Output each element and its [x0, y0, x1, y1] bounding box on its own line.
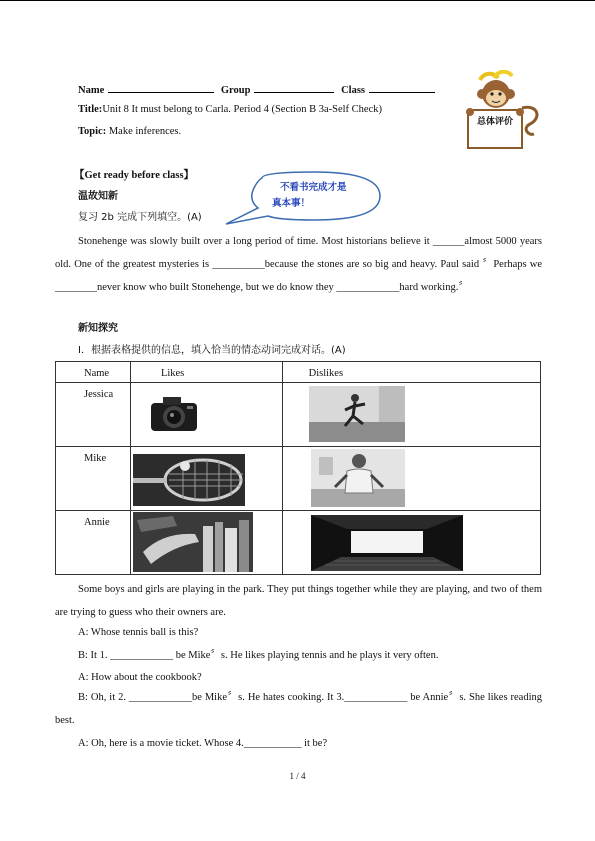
task-1-instruction: Ⅰ．根据表格提供的信息，填入恰当的情态动词完成对话。(A)	[78, 345, 346, 356]
title-text: Unit 8 It must belong to Carla. Period 4 (Section B 3a-Self Check)	[102, 104, 382, 115]
likes-cell	[130, 447, 282, 511]
name-cell: Jessica	[56, 383, 131, 447]
dislikes-cell	[282, 447, 540, 511]
dialogue-line: A: Oh, here is a movie ticket. Whose 4.___________ it be?	[78, 738, 328, 749]
dialogue-line: B: It 1. ____________ be Mike〞s. He likes playing tennis and he plays it very often.	[78, 650, 439, 661]
title-row	[78, 103, 382, 116]
cooking-photo-icon	[311, 449, 405, 507]
title-label: Title:	[78, 104, 103, 115]
table-header-cell: Likes	[130, 362, 282, 383]
name-label: Name	[78, 85, 105, 96]
class-blank[interactable]	[369, 82, 435, 93]
review-instruction: 复习 2b 完成下列填空。(A)	[78, 212, 202, 223]
review-passage: Stonehenge was slowly built over a long period of time. Most historians believe it ______almost 5000 years old. One of the greatest mysteries is __________because the stones are so big and heavy. Paul said 〞Perhaps we ________never know who built Stonehenge, but we do know they ____________hard working.〞	[55, 236, 542, 293]
tennis-racket-photo-icon	[133, 454, 245, 506]
monkey-icon	[458, 70, 544, 152]
class-label: Class	[341, 85, 366, 96]
table-row	[56, 447, 541, 511]
topic-row	[78, 125, 181, 138]
review-title: 温故知新	[78, 191, 118, 202]
dialogue-intro: Some boys and girls are playing in the park. They put things together while they are playing, and two of them are trying to guess who their owners are.	[55, 584, 542, 618]
section-heading: 【Get ready before class】	[74, 170, 195, 181]
table-header-row	[56, 362, 541, 383]
bubble-line-2: 真本事！	[272, 198, 311, 209]
camera-photo-icon	[145, 391, 203, 437]
table-header-cell: Dislikes	[282, 362, 540, 383]
running-photo-icon	[309, 386, 405, 442]
dislikes-cell	[282, 511, 540, 575]
dialogue-line: A: Whose tennis ball is this?	[78, 627, 199, 638]
topic-text: Make inferences.	[108, 126, 182, 137]
table-row	[56, 383, 541, 447]
topic-label: Topic:	[78, 126, 107, 137]
top-border	[0, 0, 595, 1]
group-label: Group	[220, 85, 251, 96]
badge-text: 总体评价	[476, 117, 513, 127]
table-row	[56, 511, 541, 575]
dialogue-line: B: Oh, it 2. ____________be Mike〞s. He hates cooking. It 3.____________ be Annie〞s. She likes reading best.	[55, 692, 542, 726]
speech-bubble	[222, 170, 384, 230]
page-number: 1 / 4	[289, 771, 306, 781]
dislikes-cell	[282, 383, 540, 447]
dialogue-line: A: How about the cookbook?	[78, 672, 202, 683]
likes-dislikes-table	[55, 361, 541, 575]
cinema-screen-photo-icon	[311, 515, 463, 571]
name-cell: Annie	[56, 511, 131, 575]
bubble-line-1: 不看书完成才是	[280, 182, 347, 193]
reading-books-photo-icon	[133, 512, 253, 572]
evaluation-badge	[458, 70, 544, 152]
name-blank[interactable]	[108, 82, 214, 93]
new-knowledge-title: 新知探究	[78, 323, 118, 334]
name-row	[78, 82, 439, 97]
likes-cell	[130, 383, 282, 447]
name-cell: Mike	[56, 447, 131, 511]
likes-cell	[130, 511, 282, 575]
table-header-cell: Name	[56, 362, 131, 383]
group-blank[interactable]	[254, 82, 334, 93]
